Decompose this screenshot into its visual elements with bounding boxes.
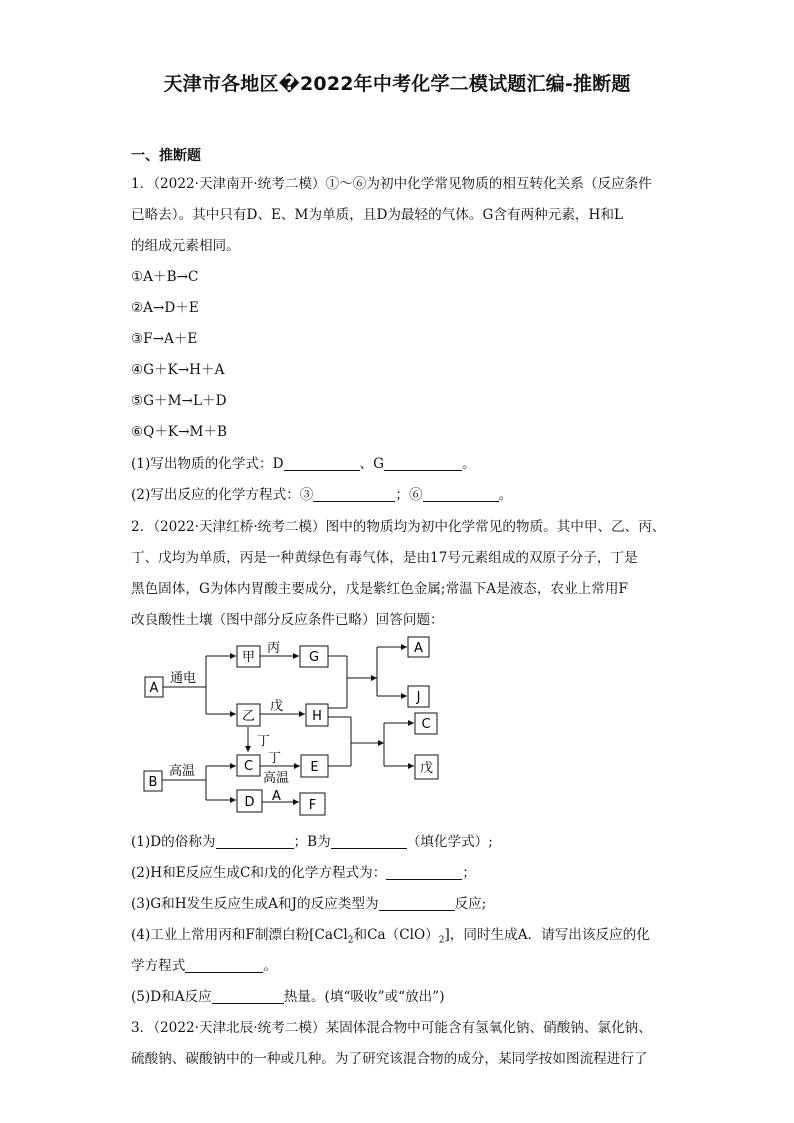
label-gaowen-c: 高温 (263, 771, 290, 786)
q1-sub1-text: 。 (461, 456, 476, 472)
svg-text:乙: 乙 (241, 709, 256, 724)
q1-reaction: ④G＋K→H＋A (131, 362, 225, 378)
node-F (300, 793, 325, 815)
q2-sub4-text: (4)工业上常用丙和F制漂白粉[CaCl (131, 927, 348, 943)
q2-sub2-text: ； (462, 865, 476, 881)
q2-sub4-text: 和Ca（ClO） (353, 927, 439, 943)
node-B (144, 771, 162, 791)
q1-sub2 (131, 483, 512, 503)
q1-line: 已略去）。其中只有D、E、M为单质，且D为最轻的气体。G含有两种元素，H和L (131, 207, 623, 223)
node-A-product (408, 637, 429, 657)
q1-sub2-text: 。 (498, 487, 513, 503)
q2-line: 改良酸性土壤（图中部分反应条件已略）回答问题： (131, 612, 444, 628)
answer-blank[interactable] (384, 456, 462, 471)
answer-blank[interactable] (379, 896, 455, 911)
q2-sub5-text: (5)D和A反应 (131, 989, 212, 1005)
q3-line: 3．（2022·天津北辰·统考二模）某固体混合物中可能含有氢氧化钠、硝酸钠、氯化钠、 (131, 1020, 652, 1036)
svg-text:J: J (416, 690, 421, 705)
answer-blank[interactable] (216, 834, 294, 849)
svg-text:A: A (149, 681, 159, 696)
label-gaowen-b: 高温 (169, 764, 196, 779)
q1-sub2-text: (2)写出反应的化学方程式：③ (131, 487, 314, 503)
label-tongdian: 通电 (170, 671, 197, 686)
reaction-flow-diagram (140, 628, 460, 823)
svg-text:H: H (312, 709, 322, 724)
q1-reaction: ③F→A＋E (131, 331, 198, 347)
answer-blank[interactable] (313, 487, 395, 502)
svg-text:F: F (308, 798, 317, 813)
answer-blank[interactable] (331, 834, 407, 849)
svg-text:D: D (244, 795, 255, 810)
node-A (145, 677, 163, 697)
svg-text:C: C (421, 717, 431, 732)
node-J (408, 686, 429, 707)
q2-sub3-text: (3)G和H发生反应生成A和J的反应类型为 (131, 896, 379, 912)
q2-sub2 (131, 861, 476, 881)
q2-sub1-text: ；B为 (293, 834, 331, 850)
section-heading: 一、推断题 (131, 148, 201, 164)
node-C (237, 755, 260, 776)
q2-sub4 (131, 923, 650, 946)
node-yi (237, 704, 260, 726)
node-E (301, 755, 328, 777)
label-wu: 戊 (270, 699, 284, 714)
q2-sub1-text: (1)D的俗称为 (131, 834, 216, 850)
q1-reaction: ⑥Q＋K→M＋B (131, 424, 227, 440)
svg-text:A: A (414, 641, 423, 656)
answer-blank[interactable] (185, 958, 263, 973)
answer-blank[interactable] (386, 865, 462, 880)
q1-reaction: ①A＋B→C (131, 269, 199, 285)
subscript: 2 (438, 935, 445, 946)
label-A-reactant: A (272, 789, 281, 804)
svg-text:G: G (308, 650, 320, 665)
label-ding: 丁 (268, 751, 282, 766)
q1-reaction: ②A→D＋E (131, 300, 199, 316)
q2-line: 丁、戊均为单质，丙是一种黄绿色有毒气体，是由17号元素组成的双原子分子，丁是 (131, 550, 638, 566)
q2-sub5-text: 热量。(填“吸收”或“放出”) (283, 989, 445, 1005)
q2-sub4-cont (131, 954, 277, 974)
q2-sub4-text: ]，同时生成A．请写出该反应的化 (444, 927, 650, 943)
q1-reaction: ⑤G＋M→L＋D (131, 393, 227, 409)
q1-sub1 (131, 452, 476, 472)
q1-line: 1．（2022·天津南开·统考二模）①～⑥为初中化学常见物质的相互转化关系（反应条件 (131, 176, 652, 192)
node-jia (237, 646, 260, 667)
label-ding-vertical: 丁 (257, 734, 271, 749)
q2-sub3 (131, 892, 486, 912)
q1-sub2-text: ；⑥ (395, 487, 423, 503)
q2-sub3-text: 反应; (454, 896, 487, 912)
q1-line: 的组成元素相同。 (131, 238, 240, 254)
answer-blank[interactable] (423, 487, 499, 502)
node-G (300, 646, 328, 667)
node-wu-product (415, 755, 438, 779)
node-D (237, 790, 262, 812)
answer-blank[interactable] (212, 989, 284, 1004)
node-C-product (415, 713, 437, 734)
q2-line: 黑色固体，G为体内胃酸主要成分，戊是紫红色金属;常温下A是液态，农业上常用F (131, 581, 628, 597)
q2-sub4-text: 。 (263, 958, 277, 974)
page-title: 天津市各地区�2022年中考化学二模试题汇编-推断题 (163, 73, 631, 95)
q2-sub4-text: 学方程式 (131, 958, 186, 974)
q2-sub1-text: （填化学式）; (406, 834, 493, 850)
q1-sub1-text: (1)写出物质的化学式：D (131, 456, 284, 472)
node-H (306, 704, 328, 726)
svg-text:戊: 戊 (419, 761, 434, 776)
svg-text:B: B (148, 775, 158, 790)
q2-sub2-text: (2)H和E反应生成C和戊的化学方程式为： (131, 865, 387, 881)
answer-blank[interactable] (284, 456, 360, 471)
q2-sub5 (131, 985, 445, 1005)
q2-line: 2．（2022·天津红桥·统考二模）图中的物质均为初中化学常见的物质。其中甲、乙、丙、 (131, 519, 666, 535)
subscript: 2 (347, 935, 354, 946)
q2-sub1 (131, 830, 493, 850)
svg-text:甲: 甲 (241, 650, 256, 665)
label-bing: 丙 (267, 641, 281, 656)
svg-text:C: C (243, 759, 254, 774)
svg-text:E: E (310, 760, 319, 775)
q1-sub1-text: 、G (359, 456, 384, 472)
q3-line: 硫酸钠、碳酸钠中的一种或几种。为了研究该混合物的成分，某同学按如图流程进行了 (131, 1051, 648, 1067)
